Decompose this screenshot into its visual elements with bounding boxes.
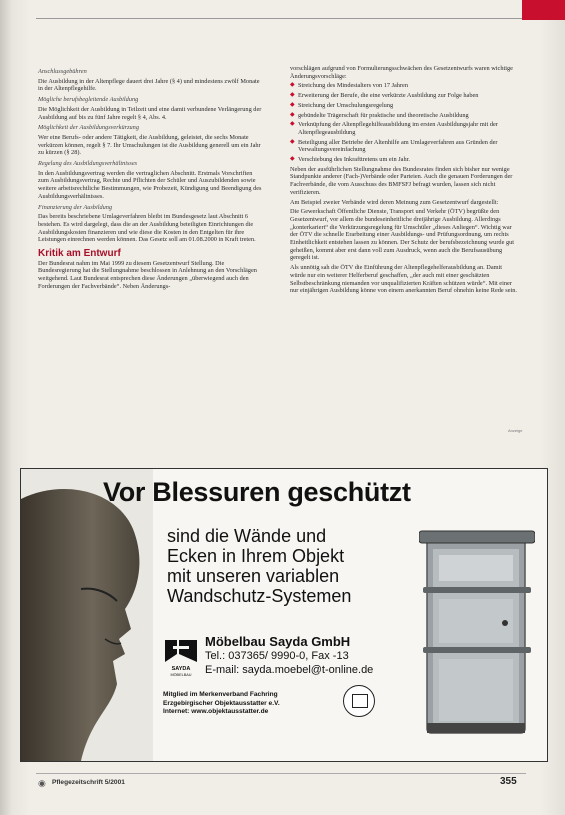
association-badge-icon <box>343 685 375 717</box>
section-headline: Kritik am Entwurf <box>38 248 121 260</box>
badge-house-icon <box>352 694 368 708</box>
logo-text: SAYDA <box>171 666 191 672</box>
ad-body <box>167 526 351 606</box>
subheading-financing: Finanzierung der Ausbildung <box>38 203 113 211</box>
paragraph-contract: In den Ausbildungsvertrag werden die vertraglichen Abschnitt. Erstmals Vorschriften zum Ausbildungsvertrag, Rechte und Pflichten der Schüler und Auszubildenden sowie weitere arbeitsrechtliche Bestimmungen, wie Probezeit, Kündigung und Beendigung des Ausbildungsverhältnisses. <box>38 169 262 200</box>
sculpture-head-image <box>21 469 153 761</box>
paragraph-shortening: Wer eine Berufs- oder andere Tätigkeit, die Ausbildung, geleistet, die sechs Monate verkürzen können, regelt § 7. Ihr Umschulungen ist die Ausbildung generell um ein Jahr zu kürzen (§ 28). <box>38 133 261 157</box>
subheading-shortening: Möglichkeit der Ausbildungsverkürzung <box>38 124 139 132</box>
top-divider <box>36 18 522 19</box>
subheading-contract: Regelung des Ausbildungsverhältnisses <box>38 160 138 168</box>
advertisement[interactable] <box>20 468 548 762</box>
logo-subtext: MÖBELBAU <box>170 673 192 677</box>
ad-headline: Vor Blessuren geschützt <box>103 477 411 507</box>
ad-credit: Anzeige <box>508 428 523 433</box>
paragraph-financing: Das bereits beschriebene Umlageverfahren bleibt im Bundesgesetz laut Abschnitt 6 bestehen. Es wird dargelegt, dass die an der Ausbildung beteiligten Einrichtungen die Ausbildungskosten finanzieren und wie diese die Kosten in den Entgelten für ihre Leistungen einrechnen werden können. Das Gesetz soll am 01.08.2000 in Kraft treten. <box>38 213 256 244</box>
paragraph-associations: Neben der ausführlichen Stellungnahme des Bundesrates finden sich bisher nur wenige Standpunkte anderer (Fach-)Verbände oder Parteien. Auch die genauen Forderungen der Fachverbände, die vom Ausschuss des BMFSFJ befragt wurden, lassen sich nicht verifizieren. <box>290 165 513 196</box>
page-number: 355 <box>500 776 517 787</box>
right-column <box>290 65 518 297</box>
member-line: Erzgebirgischer Objektausstatter e.V. <box>163 699 280 707</box>
bullet-item: ◆ Streichung des Mindestalters von 17 Jahren <box>290 82 518 90</box>
bullet-list <box>290 82 518 163</box>
paragraph-criticism: Der Bundesrat nahm im Mai 1999 zu diesem Gesetzentwurf Stellung. Die Bundesregierung hat die Stellungnahme beschlossen in Anlehnung an den Vorschlägen weitgehend. Laut Bundesrat entsprechen diese Änderungen „überwiegend auch den Forderungen der Fachverbände“. Neben Änderungs- <box>38 259 257 290</box>
bullet-item: ◆ Erweiterung der Berufe, die eine verkürzte Ausbildung zur Folge haben <box>290 92 518 100</box>
membership-info <box>163 691 280 717</box>
footer-publication: Pflegezeitschrift 5/2001 <box>52 779 125 786</box>
paragraph-otv: Die Gewerkschaft Öffentliche Dienste, Transport und Verkehr (ÖTV) begrüßte den Gesetzentwurf, vor allem die bundeseinheitliche dreijährige Ausbildung. Allerdings „konterkariert“ die Verkürzungsregelung für Umschüler „dieses Anliegen“. Wichtig war der ÖTV die schnelle Erarbeitung einer Ausbildungs- und Prüfungsordnung, um rechts Einheitlichkeit entstehen lassen zu können. Der Schutz der berufsbezeichnung wurde gut geheißen, kommt aber erst dann voll zum Ausdruck, wenn auch die Berufsausübung geregelt ist. <box>290 208 514 262</box>
footer-divider <box>36 773 526 774</box>
member-website[interactable]: Internet: www.objektausstatter.de <box>163 708 269 715</box>
bullet-item: ◆ Beteiligung aller Betriebe der Altenhilfe am Umlageverfahren aus Gründen der Verwaltungsvereinfachung <box>290 139 518 154</box>
paragraph-example: Am Beispiel zweier Verbände wird deren Meinung zum Gesetzentwurf dargestellt: <box>290 198 499 206</box>
ad-line: sind die Wände und <box>167 526 327 546</box>
company-name: Möbelbau Sayda GmbH <box>205 634 351 649</box>
wall-protection-cabinet-image <box>419 527 535 737</box>
bullet-item: ◆ gebündelte Trägerschaft für praktische und theoretische Ausbildung <box>290 112 518 120</box>
journal-logo-icon: ◉ <box>38 778 46 788</box>
ad-line: Ecken in Ihrem Objekt <box>167 546 345 566</box>
member-line: Mitglied im Merkenverband Fachring <box>163 691 278 698</box>
company-email[interactable]: E-mail: sayda.moebel@t-online.de <box>205 664 374 676</box>
company-phone: Tel.: 037365/ 9990-0, Fax -13 <box>205 650 349 662</box>
bullet-item: ◆ Verknüpfung der Altenpflegehilfeausbildung im ersten Ausbildungsjahr mit der Altenpflegeausbildung <box>290 121 518 136</box>
paragraph-otv-helper: Als unnötig sah die ÖTV die Einführung der Altenpflegehelferausbildung an. Damit würde nur ein weiterer Helferberuf geschaffen, „der auch mit einer geschätzten Selbstbeschränkung niemanden vor unqualifizierten Kräften schützen würde“. Mit einer nur einjährigen Ausbildung könne von einem anerkannten Beruf ohnehin keine Rede sein. <box>290 264 517 295</box>
subheading-parttime: Mögliche berufsbegleitende Ausbildung <box>38 96 139 104</box>
paragraph-duration: Die Ausbildung in der Altenpflege dauert drei Jahre (§ 4) und mindestens zwölf Monate in der Altenpflegehilfe. <box>38 77 260 93</box>
left-column <box>38 65 264 293</box>
sayda-logo-icon <box>163 636 199 678</box>
bullet-item: ◆ Verschiebung des Inkrafttretens um ein Jahr. <box>290 156 518 164</box>
ad-line: Wandschutz-Systemen <box>167 586 352 606</box>
paragraph-intro: vorschlägen aufgrund von Formulierungsschwächen des Gesetzentwurfs waren wichtige Änderungsvorschläge: <box>290 65 513 80</box>
red-corner-tab <box>522 0 565 20</box>
bullet-item: ◆ Streichung der Umschulungsregelung <box>290 102 518 110</box>
paragraph-parttime: Die Möglichkeit der Ausbildung in Teilzeit und eine damit verbundene Verlängerung der Ausbildung auf bis zu fünf Jahre regelt § 4, Abs. 4. <box>38 105 262 121</box>
subheading-fees: Anschlussgebühren <box>38 68 87 75</box>
ad-line: mit unseren variablen <box>167 566 340 586</box>
company-info <box>205 635 373 677</box>
